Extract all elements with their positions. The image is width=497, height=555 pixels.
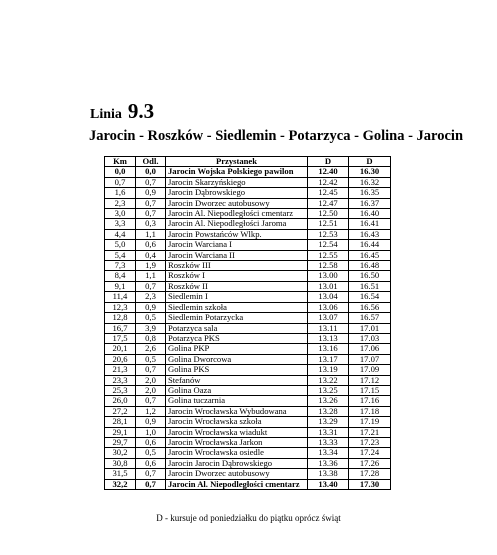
stop-name-cell: Roszków III [166,261,308,271]
stop-name-cell: Siedlemin Potarzycka [166,313,308,323]
km-cell: 5,0 [105,240,136,250]
departure-1-cell: 13.13 [308,333,349,343]
stop-name-cell: Potarzyca sala [166,323,308,333]
departure-1-cell: 12.50 [308,209,349,219]
departure-1-cell: 12.42 [308,177,349,187]
km-cell: 4,4 [105,229,136,239]
km-cell: 0,0 [105,167,136,177]
distance-cell: 2,6 [136,344,166,354]
departure-1-cell: 13.01 [308,281,349,291]
departure-1-cell: 12.53 [308,229,349,239]
departure-1-cell: 12.45 [308,188,349,198]
table-row [105,354,391,364]
line-title [90,99,154,124]
table-row [105,427,391,437]
departure-1-cell: 13.04 [308,292,349,302]
table-row [105,417,391,427]
route-title: Jarocin - Roszków - Siedlemin - Potarzyca - Golina - Jarocin [89,128,464,144]
departure-1-cell: 13.29 [308,417,349,427]
departure-2-cell: 16.45 [349,250,391,260]
departure-2-cell: 16.41 [349,219,391,229]
table-row [105,281,391,291]
departure-2-cell: 16.32 [349,177,391,187]
stop-name-cell: Jarocin Jarocin Dąbrowskiego [166,458,308,468]
table-row [105,177,391,187]
distance-cell: 0,7 [136,281,166,291]
table-row [105,271,391,281]
stop-name-cell: Golina Oaza [166,385,308,395]
km-cell: 29,1 [105,427,136,437]
km-cell: 9,1 [105,281,136,291]
distance-cell: 0,6 [136,458,166,468]
distance-cell: 0,9 [136,188,166,198]
stop-name-cell: Jarocin Dąbrowskiego [166,188,308,198]
table-row [105,229,391,239]
departure-2-cell: 17.19 [349,417,391,427]
table-row [105,323,391,333]
stop-name-cell: Jarocin Al. Niepodległości Jaroma [166,219,308,229]
distance-cell: 1,2 [136,406,166,416]
table-row [105,448,391,458]
stop-name-cell: Jarocin Skarzyńskiego [166,177,308,187]
header-departure-2: D [349,157,391,167]
table-row [105,458,391,468]
stop-name-cell: Jarocin Dworzec autobusowy [166,198,308,208]
table-row [105,437,391,447]
distance-cell: 0,5 [136,354,166,364]
distance-cell: 0,6 [136,437,166,447]
departure-1-cell: 13.34 [308,448,349,458]
table-row [105,479,391,489]
km-cell: 0,7 [105,177,136,187]
stop-name-cell: Jarocin Wrocławska wiadukt [166,427,308,437]
departure-1-cell: 13.22 [308,375,349,385]
stop-name-cell: Jarocin Wrocławska Wybudowana [166,406,308,416]
stop-name-cell: Jarocin Al. Niepodległości cmentarz [166,479,308,489]
departure-1-cell: 13.40 [308,479,349,489]
departure-2-cell: 17.03 [349,333,391,343]
table-row [105,240,391,250]
departure-1-cell: 13.07 [308,313,349,323]
departure-2-cell: 17.01 [349,323,391,333]
distance-cell: 0,7 [136,396,166,406]
distance-cell: 0,8 [136,333,166,343]
stop-name-cell: Golina tuczarnia [166,396,308,406]
stop-name-cell: Golina Dworcowa [166,354,308,364]
distance-cell: 2,3 [136,292,166,302]
departure-1-cell: 13.19 [308,365,349,375]
table-row [105,375,391,385]
distance-cell: 0,5 [136,448,166,458]
table-row [105,469,391,479]
distance-cell: 0,6 [136,240,166,250]
distance-cell: 1,1 [136,229,166,239]
stop-name-cell: Jarocin Warciana II [166,250,308,260]
departure-2-cell: 17.06 [349,344,391,354]
table-row [105,333,391,343]
departure-1-cell: 12.40 [308,167,349,177]
stop-name-cell: Jarocin Wrocławska Jarkon [166,437,308,447]
departure-2-cell: 16.56 [349,302,391,312]
line-number: 9.3 [127,99,155,123]
km-cell: 32,2 [105,479,136,489]
distance-cell: 0,5 [136,313,166,323]
departure-1-cell: 13.16 [308,344,349,354]
departure-1-cell: 13.06 [308,302,349,312]
distance-cell: 0,9 [136,417,166,427]
distance-cell: 0,4 [136,250,166,260]
departure-2-cell: 16.51 [349,281,391,291]
distance-cell: 0,7 [136,469,166,479]
departure-2-cell: 16.43 [349,229,391,239]
footnote: D - kursuje od poniedziałku do piątku oprócz świąt [156,513,341,523]
table-row [105,313,391,323]
departure-1-cell: 13.36 [308,458,349,468]
distance-cell: 0,9 [136,302,166,312]
departure-2-cell: 17.07 [349,354,391,364]
departure-2-cell: 17.09 [349,365,391,375]
timetable-body [105,167,391,490]
distance-cell: 0,7 [136,479,166,489]
departure-2-cell: 16.35 [349,188,391,198]
distance-cell: 2,0 [136,375,166,385]
distance-cell: 1,9 [136,261,166,271]
departure-1-cell: 12.58 [308,261,349,271]
header-km: Km [105,157,136,167]
departure-2-cell: 17.30 [349,479,391,489]
table-row [105,292,391,302]
km-cell: 28,1 [105,417,136,427]
km-cell: 8,4 [105,271,136,281]
stop-name-cell: Siedlemin I [166,292,308,302]
km-cell: 26,0 [105,396,136,406]
departure-1-cell: 13.11 [308,323,349,333]
distance-cell: 0,7 [136,209,166,219]
departure-2-cell: 17.18 [349,406,391,416]
header-row [105,157,391,167]
distance-cell: 0,7 [136,198,166,208]
km-cell: 20,6 [105,354,136,364]
table-row [105,250,391,260]
departure-2-cell: 17.28 [349,469,391,479]
km-cell: 1,6 [105,188,136,198]
stop-name-cell: Jarocin Powstańców Wlkp. [166,229,308,239]
stop-name-cell: Jarocin Al. Niepodległości cmentarz [166,209,308,219]
table-row [105,365,391,375]
km-cell: 17,5 [105,333,136,343]
departure-2-cell: 16.54 [349,292,391,302]
table-row [105,167,391,177]
table-row [105,396,391,406]
stop-name-cell: Potarzyca PKS [166,333,308,343]
table-row [105,344,391,354]
table-row [105,209,391,219]
stop-name-cell: Stefanów [166,375,308,385]
departure-2-cell: 16.57 [349,313,391,323]
departure-2-cell: 16.30 [349,167,391,177]
stop-name-cell: Golina PKP [166,344,308,354]
header-distance: Odl. [136,157,166,167]
departure-2-cell: 17.26 [349,458,391,468]
distance-cell: 0,7 [136,365,166,375]
departure-1-cell: 13.28 [308,406,349,416]
km-cell: 21,3 [105,365,136,375]
distance-cell: 1,1 [136,271,166,281]
header-stop: Przystanek [166,157,308,167]
departure-2-cell: 17.15 [349,385,391,395]
timetable [104,156,391,490]
departure-1-cell: 12.51 [308,219,349,229]
km-cell: 30,2 [105,448,136,458]
distance-cell: 1,0 [136,427,166,437]
distance-cell: 0,0 [136,167,166,177]
header-departure-1: D [308,157,349,167]
stop-name-cell: Jarocin Wrocławska szkoła [166,417,308,427]
km-cell: 3,0 [105,209,136,219]
distance-cell: 2,0 [136,385,166,395]
departure-2-cell: 16.50 [349,271,391,281]
stop-name-cell: Roszków II [166,281,308,291]
departure-1-cell: 13.33 [308,437,349,447]
table-row [105,385,391,395]
departure-1-cell: 12.47 [308,198,349,208]
table-row [105,302,391,312]
table-row [105,261,391,271]
km-cell: 31,5 [105,469,136,479]
stop-name-cell: Roszków I [166,271,308,281]
departure-1-cell: 13.00 [308,271,349,281]
departure-1-cell: 12.55 [308,250,349,260]
departure-2-cell: 17.21 [349,427,391,437]
departure-2-cell: 17.24 [349,448,391,458]
km-cell: 7,3 [105,261,136,271]
departure-1-cell: 13.38 [308,469,349,479]
departure-1-cell: 12.54 [308,240,349,250]
departure-2-cell: 16.40 [349,209,391,219]
stop-name-cell: Jarocin Wojska Polskiego pawilon [166,167,308,177]
departure-2-cell: 17.23 [349,437,391,447]
stop-name-cell: Jarocin Wrocławska osiedle [166,448,308,458]
table-row [105,406,391,416]
departure-2-cell: 17.16 [349,396,391,406]
km-cell: 5,4 [105,250,136,260]
distance-cell: 3,9 [136,323,166,333]
table-row [105,188,391,198]
departure-1-cell: 13.25 [308,385,349,395]
distance-cell: 0,7 [136,177,166,187]
km-cell: 16,7 [105,323,136,333]
stop-name-cell: Golina PKS [166,365,308,375]
km-cell: 30,8 [105,458,136,468]
departure-2-cell: 17.12 [349,375,391,385]
distance-cell: 0,3 [136,219,166,229]
km-cell: 2,3 [105,198,136,208]
stop-name-cell: Jarocin Warciana I [166,240,308,250]
table-row [105,198,391,208]
km-cell: 25,3 [105,385,136,395]
km-cell: 20,1 [105,344,136,354]
km-cell: 23,3 [105,375,136,385]
departure-1-cell: 13.17 [308,354,349,364]
table-row [105,219,391,229]
km-cell: 12,3 [105,302,136,312]
line-label: Linia [90,107,122,122]
km-cell: 27,2 [105,406,136,416]
departure-1-cell: 13.31 [308,427,349,437]
departure-2-cell: 16.44 [349,240,391,250]
km-cell: 11,4 [105,292,136,302]
km-cell: 29,7 [105,437,136,447]
km-cell: 12,8 [105,313,136,323]
km-cell: 3,3 [105,219,136,229]
departure-1-cell: 13.26 [308,396,349,406]
departure-2-cell: 16.37 [349,198,391,208]
stop-name-cell: Siedlemin szkoła [166,302,308,312]
departure-2-cell: 16.48 [349,261,391,271]
stop-name-cell: Jarocin Dworzec autobusowy [166,469,308,479]
